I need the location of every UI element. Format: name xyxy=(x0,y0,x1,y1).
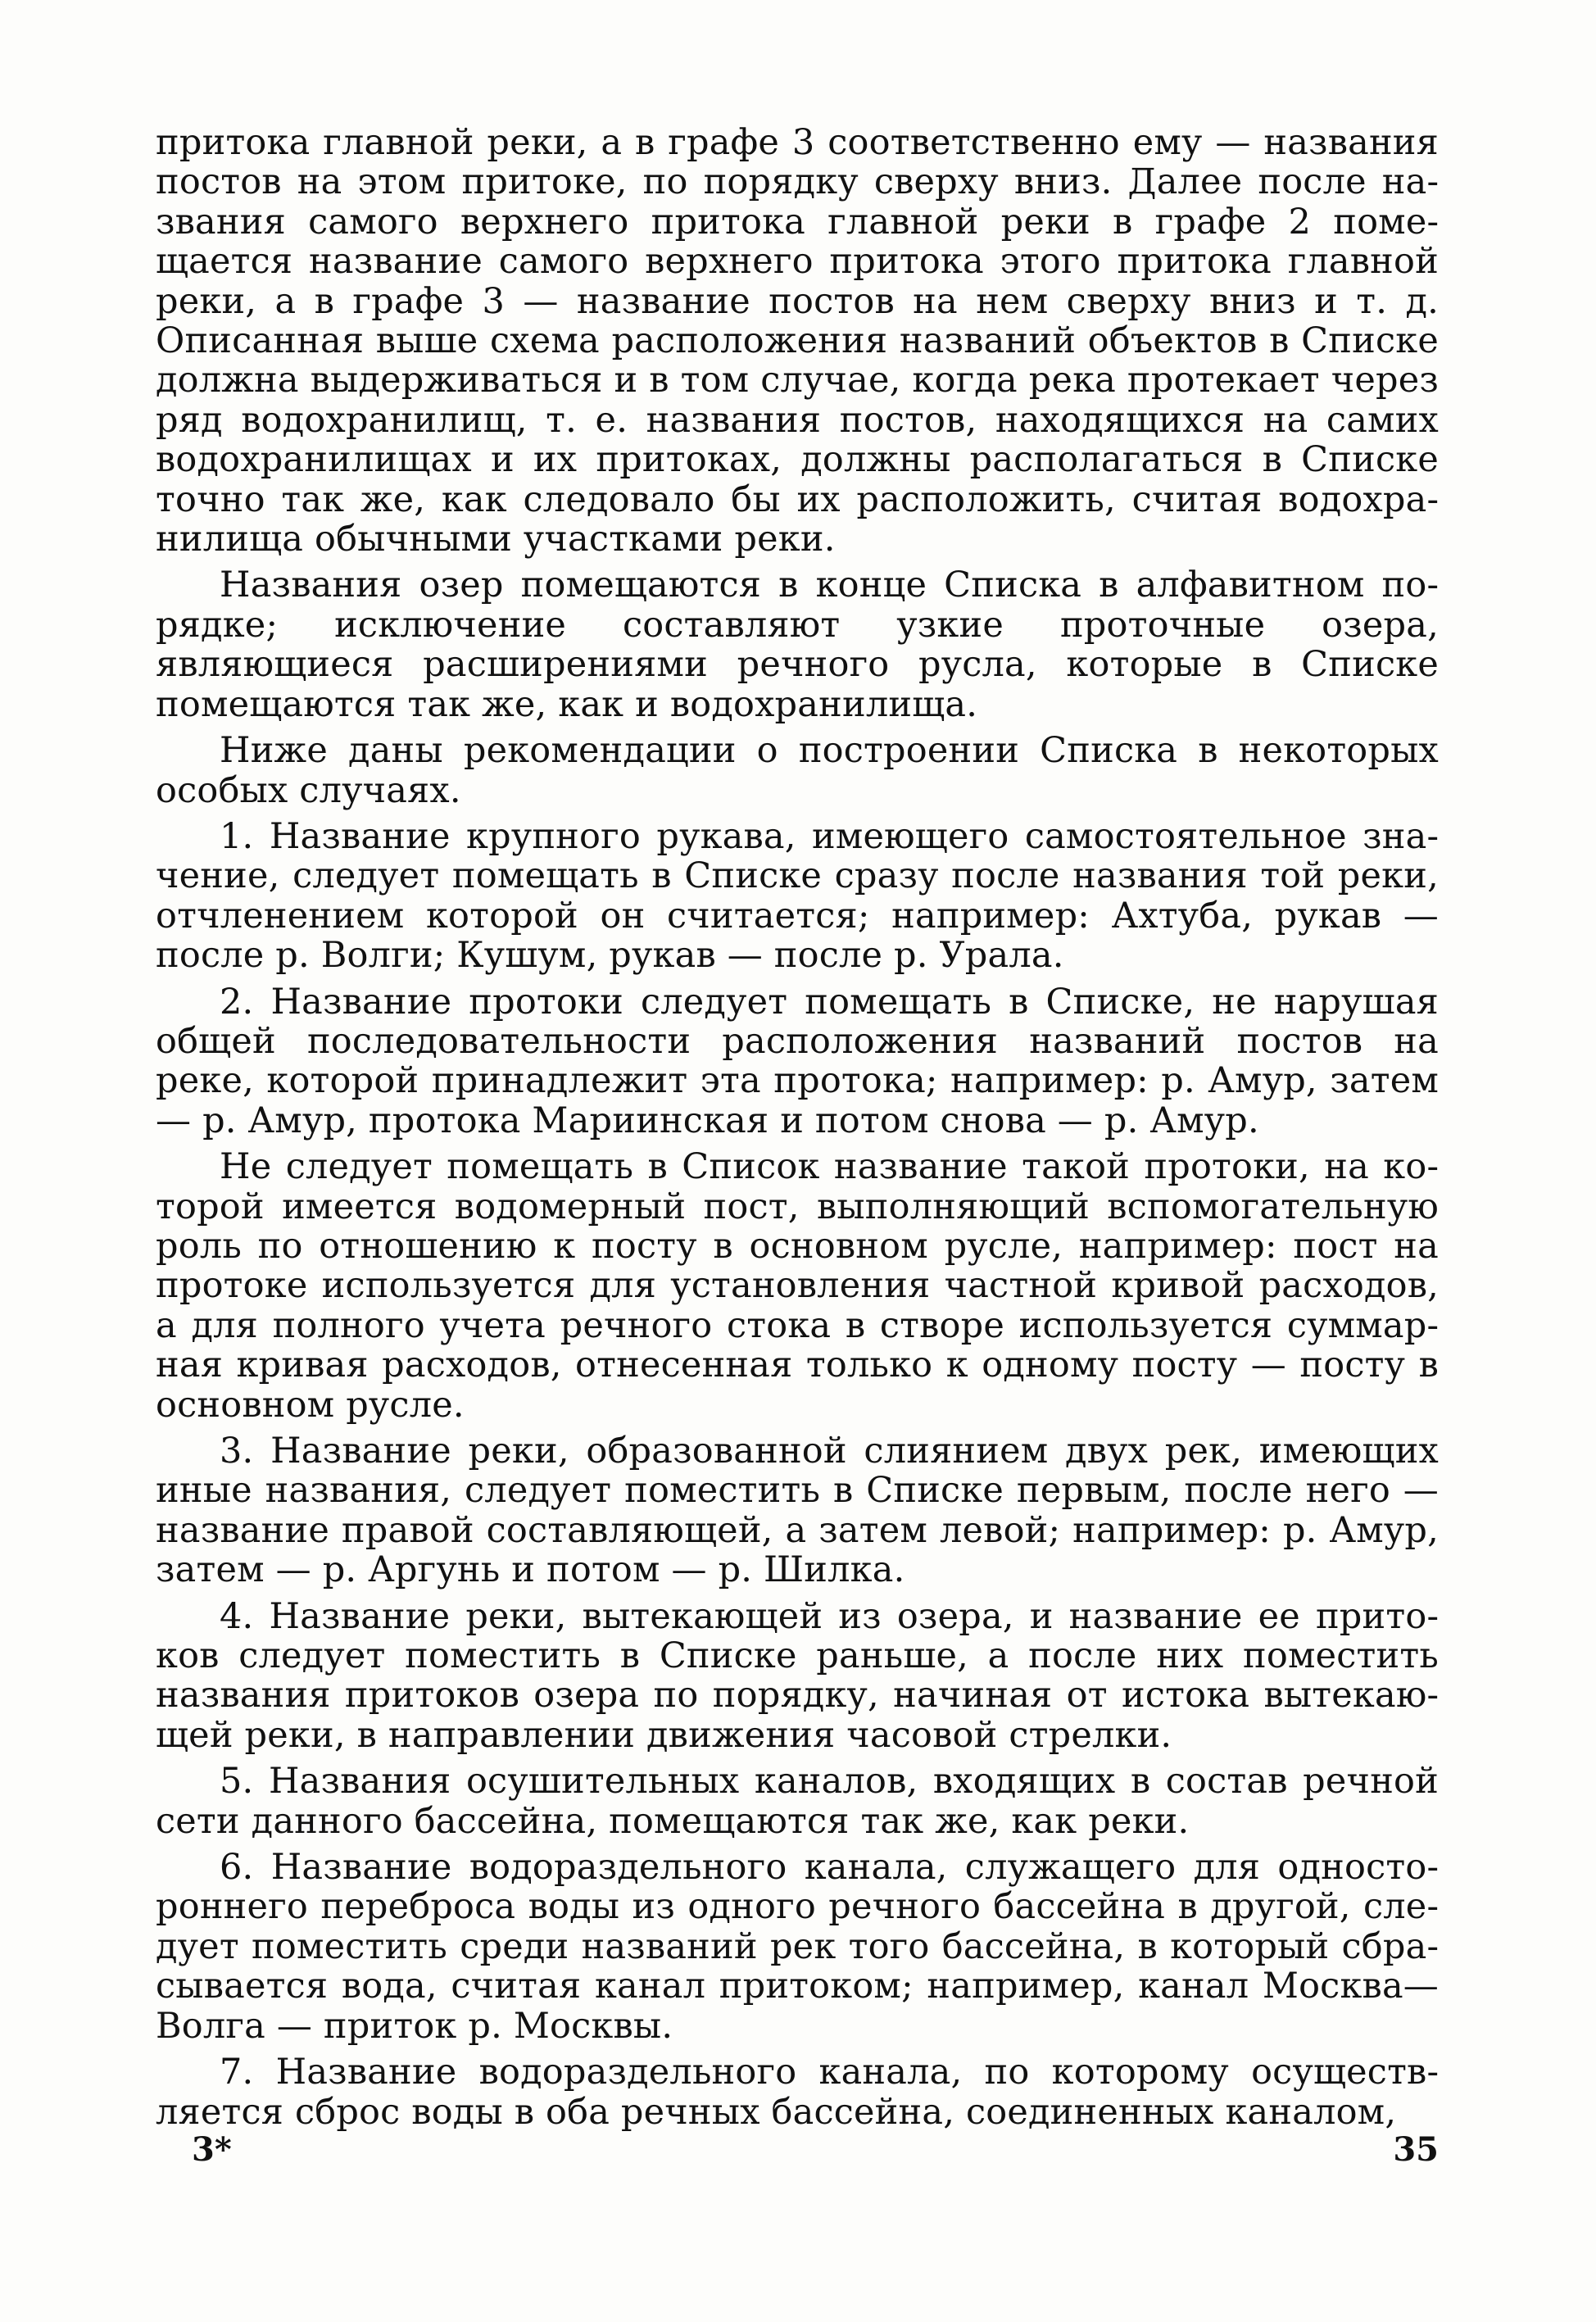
page-footer xyxy=(156,2130,1439,2179)
paragraph-item-7: 7. Название водораздельного канала, по которому осуществляется сброс воды в оба речных бассейна, соединенных каналом, xyxy=(156,2052,1439,2133)
page-number: 35 xyxy=(1393,2130,1439,2169)
printer-signature: 3* xyxy=(192,2130,232,2169)
paragraph-item-5: 5. Названия осушительных каналов, входящих в состав речной сети данного бассейна, помещаются так же, как реки. xyxy=(156,1761,1439,1842)
paragraph-continuation: притока главной реки, а в графе 3 соответственно ему — названия постов на этом притоке, по порядку сверху вниз. Далее после названия самого верхнего притока главной реки в графе 2 помещается название самого верхнего притока этого притока главной реки, а в графе 3 — название постов на нем сверху вниз и т. д. Описанная выше схема расположения названий объектов в Списке должна выдерживаться и в том случае, когда река протекает через ряд водохранилищ, т. е. названия постов, находящихся на самих водохранилищах и их притоках, должны располагаться в Списке точно так же, как следовало бы их расположить, считая водохранилища обычными участками реки. xyxy=(156,122,1439,560)
paragraph-lakes: Названия озер помещаются в конце Списка в алфавитном порядке; исключение составляют узкие проточные озера, являющиеся расширениями речного русла, которые в Списке помещаются так же, как и водохранилища. xyxy=(156,565,1439,725)
paragraph-item-2: 2. Название протоки следует помещать в Списке, не нарушая общей последовательности расположения названий постов на реке, которой принадлежит эта протока; например: р. Амур, затем — р. Амур, протока Мариинская и потом снова — р. Амур. xyxy=(156,981,1439,1141)
body-text xyxy=(156,123,1439,2132)
paragraph-item-6: 6. Название водораздельного канала, служащего для одностороннего переброса воды из одного речного бассейна в другой, следует поместить среди названий рек того бассейна, в который сбрасывается вода, считая канал притоком; например, канал Москва— Волга — приток р. Москвы. xyxy=(156,1847,1439,2047)
paragraph-item-1: 1. Название крупного рукава, имеющего самостоятельное значение, следует помещать в Списке сразу после названия той реки, отчленением которой он считается; например: Ахтуба, рукав — после р. Волги; Кушум, рукав — после р. Урала. xyxy=(156,815,1439,977)
paragraph-recommendations-intro: Ниже даны рекомендации о построении Списка в некоторых особых случаях. xyxy=(156,730,1439,811)
paragraph-item-2-note: Не следует помещать в Список название такой протоки, на которой имеется водомерный пост, выполняющий вспомогательную роль по отношению к посту в основном русле, например: пост на протоке используется для установления частной кривой расходов, а для полного учета речного стока в створе используется суммарная кривая расходов, отнесенная только к одному посту — посту в основном русле. xyxy=(156,1146,1439,1426)
paragraph-item-4: 4. Название реки, вытекающей из озера, и название ее притоков следует поместить в Списке раньше, а после них поместить названия притоков озера по порядку, начиная от истока вытекающей реки, в направлении движения часовой стрелки. xyxy=(156,1595,1439,1756)
paragraph-item-3: 3. Название реки, образованной слиянием двух рек, имеющих иные названия, следует поместить в Списке первым, после него — название правой составляющей, а затем левой; например: р. Амур, затем — р. Аргунь и потом — р. Шилка. xyxy=(156,1431,1439,1591)
